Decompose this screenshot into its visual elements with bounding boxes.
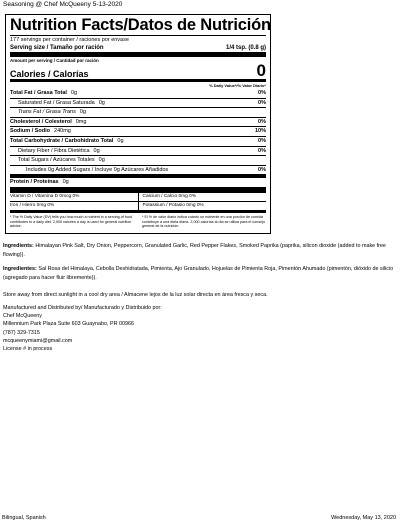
- nutrient-row-cholesterol: [10, 117, 266, 127]
- nutrient-row-protein: [10, 178, 266, 187]
- page-header: Seasoning @ Chef McQueeny 5-13-2020: [3, 1, 123, 8]
- nutrient-dv: 10%: [254, 128, 266, 135]
- ingredients-text: Himalayan Pink Salt, Dry Onion, Peppercorn, Granulated Garlic, Red Pepper Flakes, Smoked Paprika (paprika, silicon dioxide (added to make free flowing)).: [3, 243, 386, 258]
- ingredientes-label: Ingredientes:: [3, 266, 37, 272]
- nutrient-label: Cholesterol / Colesterol: [10, 118, 72, 125]
- calcium: Calcium / Calcio 0mg 0%: [142, 193, 197, 199]
- nutrient-dv: 0%: [258, 118, 266, 125]
- nutrient-amount: 0mg: [75, 118, 87, 125]
- nutrient-label: Total Fat / Grasa Total: [10, 90, 67, 96]
- nutrient-label: Dietary Fiber / Fibra Dietética: [18, 147, 90, 154]
- manufacturer-name: Chef McQueeny: [3, 313, 42, 320]
- nutrient-label: Protein / Proteínas: [10, 179, 59, 186]
- nutrient-row-total-fat: [10, 89, 266, 98]
- nutrient-label: Total Sugars / Azúcares Totales: [18, 157, 95, 164]
- nutrient-label: Sodium / Sodio: [10, 128, 51, 135]
- nutrient-row-sodium: [10, 126, 266, 136]
- manufacturer-phone: (787) 329-7315: [3, 329, 40, 336]
- vitamin-row: [10, 201, 266, 210]
- ingredients-spanish: [3, 265, 395, 282]
- calories-row: [10, 63, 266, 79]
- footnote-english: * The % Daily Value (DV) tells you how much a nutrient in a serving of food contributes to a daily diet. 2,000 calories a day is used for general nutrition advice.: [10, 214, 133, 229]
- footer-date: Wednesday, May 13, 2020: [331, 515, 396, 521]
- nutrient-amount: 0g: [117, 137, 124, 144]
- daily-value-header: % Daily Value*/% Valor Diario*: [209, 83, 266, 88]
- footer-language: Bilingual, Spanish: [2, 515, 46, 521]
- nutrient-amount: 0g: [93, 147, 100, 154]
- nutrient-amount: 0g: [98, 157, 105, 164]
- serving-size-row: [10, 44, 266, 52]
- ingredientes-text: Sal Rosa del Himalaya, Cebolla Deshidratada, Pimienta, Ajo Granulado, Hojuelas de Pimienta Roja, Pimentón Ahumado (pimentón, dióxido de silicio (agregado para hacer fluir libremente)).: [3, 266, 394, 281]
- nutrient-row-dietary-fiber: [10, 146, 266, 156]
- nutrient-dv: 0%: [258, 99, 266, 106]
- nutrient-row-trans-fat: [10, 107, 266, 117]
- manufacturer-line: Manufactured and Distributed by/ Manufacturado y Distribuido por:: [3, 305, 162, 311]
- nutrient-dv: 0%: [258, 166, 266, 173]
- potassium: Potassium / Potasio 0mg 0%: [142, 202, 204, 208]
- storage-instructions: Store away from direct sunlight in a cool dry area / Almacene lejos de la luz solar directa en área fresca y seca.: [3, 292, 268, 298]
- vitamin-d: Vitamin D / Vitamina D 0mcg 0%: [10, 193, 80, 199]
- nutrition-facts-label: [5, 14, 271, 234]
- nutrient-amount: 0g: [70, 90, 78, 96]
- footnote-spanish: * El % de valor diario indica cuánto un nutriente en una porción de comida contribuye a una dieta diaria. 2,000 calorías al día se utiliza para el consejo general de la nutrición.: [142, 214, 265, 229]
- amount-per-serving: Amount per serving / Cantidad por ración: [10, 58, 99, 63]
- nutrient-amount: 240mg: [54, 128, 71, 135]
- manufacturer-email: mcqueenymiami@gmail.com: [3, 337, 73, 344]
- servings-per-container: 177 servings per container / raciones por envase: [10, 37, 129, 43]
- nutrient-row-saturated-fat: [10, 98, 266, 108]
- nutrient-row-total-carbohydrate: [10, 136, 266, 146]
- calories-value: 0: [256, 61, 266, 80]
- ingredients-label: Ingredients:: [3, 243, 34, 249]
- nutrient-amount: 0g: [98, 99, 105, 106]
- serving-size-label: Serving size / Tamaño por ración: [10, 45, 104, 51]
- serving-size-value: 1/4 tsp. (0.8 g): [225, 45, 266, 51]
- nutrient-amount: 0g: [79, 109, 86, 116]
- calories-label: Calories / Calorías: [10, 69, 89, 79]
- nutrient-dv: 0%: [258, 137, 266, 144]
- nutrient-label: Saturated Fat / Grasa Saturada: [18, 99, 95, 106]
- nutrient-row-added-sugars: [10, 165, 266, 175]
- nutrient-amount: 0g: [62, 179, 69, 186]
- manufacturer-license: License # in process: [3, 346, 53, 353]
- nutrient-label: Total Carbohydrate / Carbohidrato Total: [10, 137, 114, 144]
- nutrient-dv: 0%: [258, 90, 266, 96]
- manufacturer-info: [3, 304, 395, 353]
- footnotes: [10, 215, 266, 229]
- nutrient-dv: 0%: [258, 147, 266, 154]
- manufacturer-address: Millennium Park Plaza Suite 603 Guaynabo, PR 00966: [3, 321, 134, 328]
- nutrient-label: Includes 0g Added Sugars / Incluye 0g Azúcares Añadidos: [26, 166, 169, 173]
- nutrition-facts-title: Nutrition Facts/Datos de Nutrición: [10, 16, 271, 34]
- ingredients-english: [3, 242, 395, 259]
- nutrient-label: Trans Fat / Grasa Trans: [18, 109, 76, 116]
- vitamin-row: [10, 193, 266, 201]
- nutrient-row-total-sugars: [10, 155, 266, 165]
- iron: Iron / Hierro 0mg 0%: [10, 202, 55, 208]
